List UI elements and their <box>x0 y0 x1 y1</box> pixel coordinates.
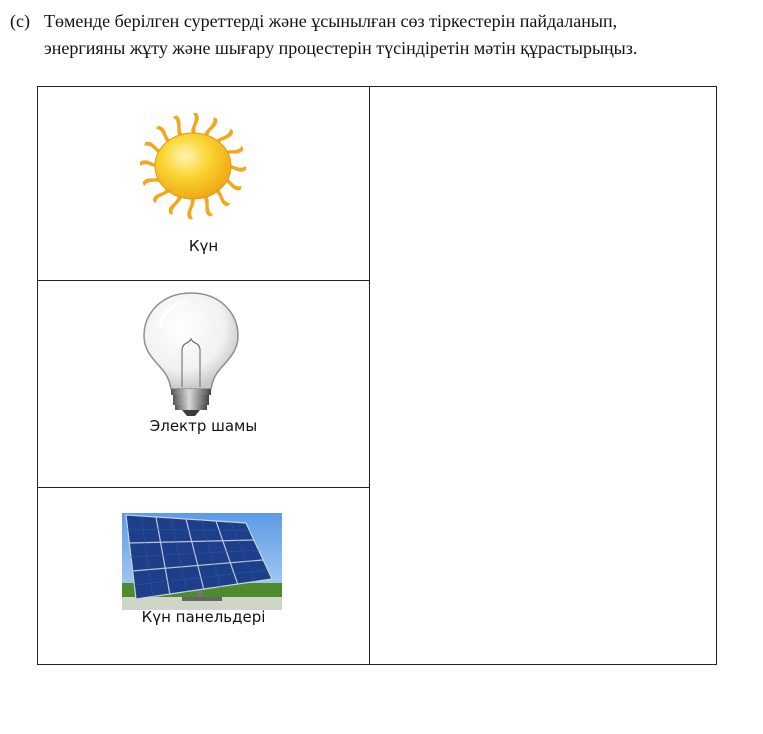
item-label-sun: Күн <box>188 237 219 255</box>
solar-panel-icon <box>122 513 282 610</box>
light-bulb-icon <box>138 289 244 417</box>
question-line-1: Төменде берілген суреттерді және ұсынылған сөз тіркестерін пайдаланып, <box>44 11 618 31</box>
sun-cell <box>38 87 369 280</box>
sun-icon <box>122 111 264 221</box>
question-text <box>10 8 760 62</box>
question-marker: (c) <box>10 11 30 31</box>
light-bulb-cell <box>38 281 369 487</box>
answer-area[interactable] <box>370 87 716 664</box>
item-label-light-bulb: Электр шамы <box>149 417 258 435</box>
item-label-solar-panels: Күн панельдері <box>141 608 266 626</box>
solar-panel-cell <box>38 488 369 664</box>
image-table <box>37 86 717 665</box>
question-line-2: энергияны жұту және шығару процестерін түсіндіретін мәтін құрастырыңыз. <box>44 38 638 58</box>
